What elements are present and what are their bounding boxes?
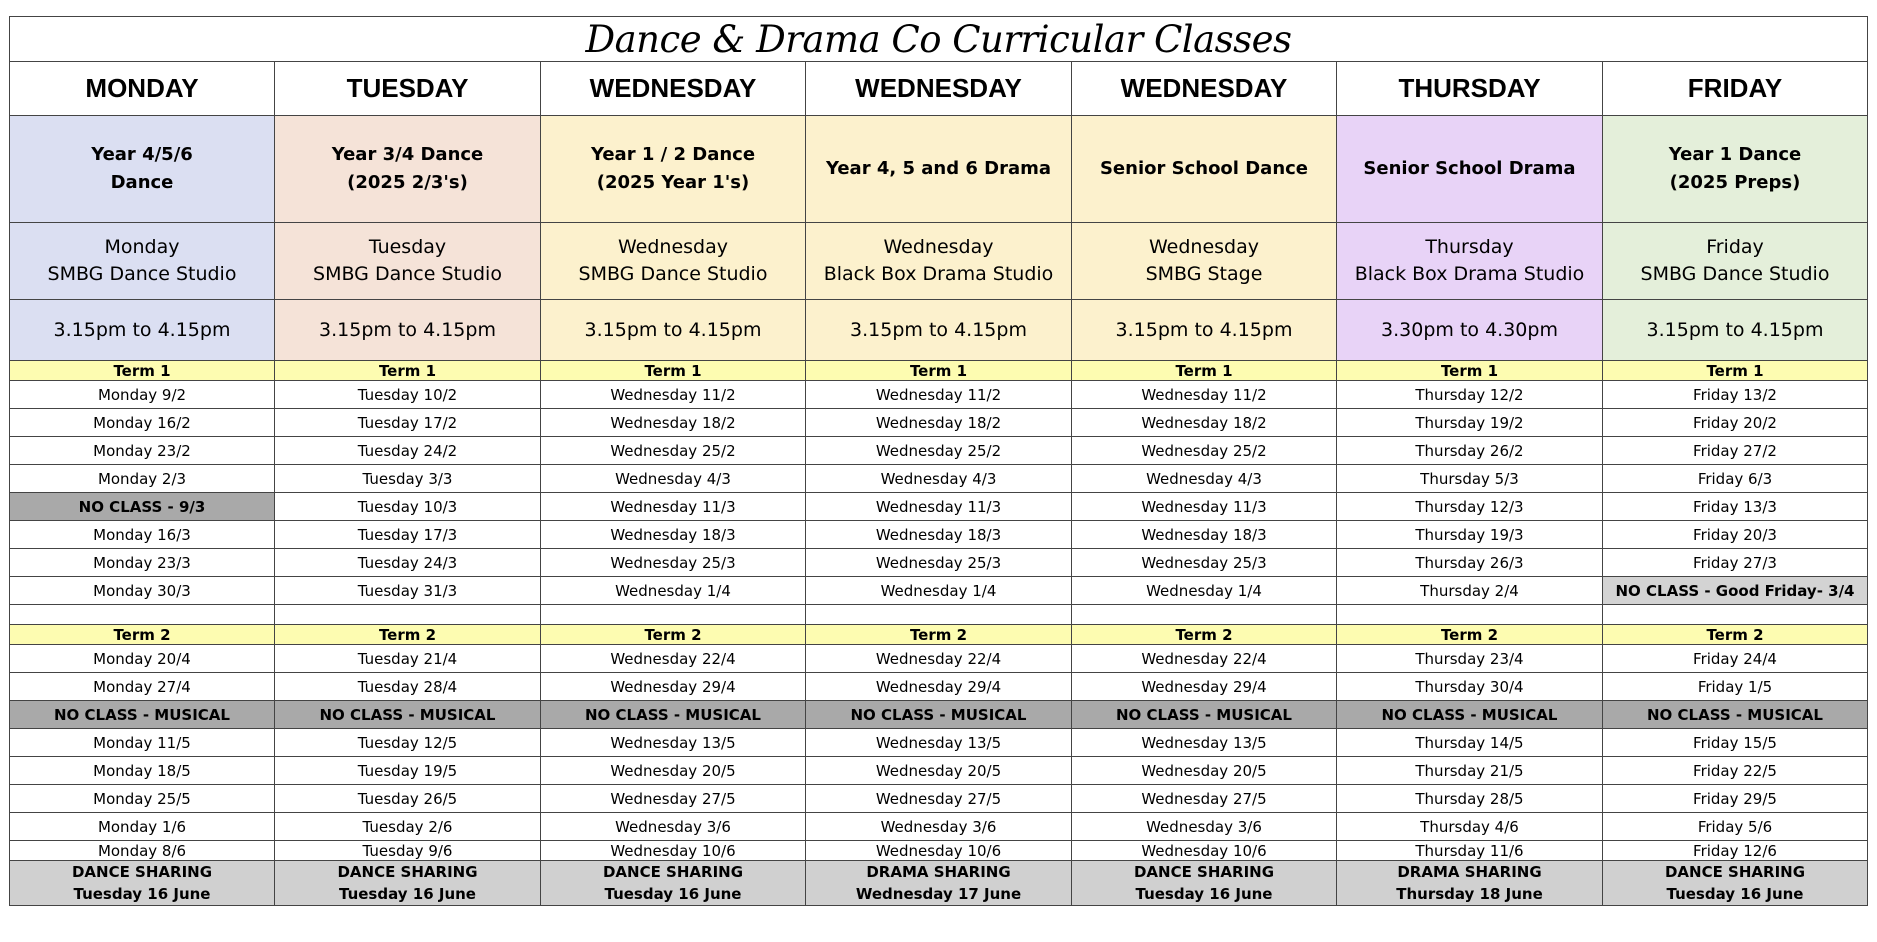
no-class-cell: NO CLASS - MUSICAL <box>10 701 275 729</box>
date-cell: Wednesday 20/5 <box>806 757 1072 785</box>
time-cell: 3.15pm to 4.15pm <box>1603 300 1868 361</box>
date-cell: Wednesday 1/4 <box>541 577 806 605</box>
date-cell: Monday 18/5 <box>10 757 275 785</box>
sharing-cell <box>275 861 541 906</box>
date-cell: Wednesday 4/3 <box>1072 465 1337 493</box>
date-cell: Friday 6/3 <box>1603 465 1868 493</box>
date-cell: Wednesday 25/3 <box>806 549 1072 577</box>
date-cell: Wednesday 3/6 <box>541 813 806 841</box>
date-cell: Wednesday 29/4 <box>806 673 1072 701</box>
date-cell: Tuesday 10/3 <box>275 493 541 521</box>
sharing-line: Tuesday 16 June <box>1666 885 1804 903</box>
date-cell: Tuesday 19/5 <box>275 757 541 785</box>
location-line: SMBG Dance Studio <box>313 263 502 285</box>
date-cell: Friday 13/2 <box>1603 381 1868 409</box>
term-label: Term 2 <box>275 625 541 645</box>
day-header: TUESDAY <box>275 62 541 116</box>
date-cell: Wednesday 10/6 <box>806 841 1072 861</box>
date-row <box>10 841 1868 861</box>
date-cell: Monday 27/4 <box>10 673 275 701</box>
day-header: THURSDAY <box>1337 62 1603 116</box>
spacer-cell <box>275 605 541 625</box>
date-cell: Thursday 19/3 <box>1337 521 1603 549</box>
location-line: SMBG Dance Studio <box>578 263 768 285</box>
date-cell: Thursday 26/2 <box>1337 437 1603 465</box>
date-cell: Thursday 2/4 <box>1337 577 1603 605</box>
day-header: WEDNESDAY <box>1072 62 1337 116</box>
sharing-line: Tuesday 16 June <box>339 885 476 903</box>
date-cell: Tuesday 28/4 <box>275 673 541 701</box>
term-label: Term 1 <box>806 361 1072 381</box>
date-cell: Monday 8/6 <box>10 841 275 861</box>
no-class-cell: NO CLASS - MUSICAL <box>275 701 541 729</box>
term-label: Term 1 <box>275 361 541 381</box>
date-cell: Wednesday 13/5 <box>806 729 1072 757</box>
date-cell: Wednesday 11/3 <box>1072 493 1337 521</box>
class-name-cell <box>275 116 541 223</box>
date-cell: Thursday 28/5 <box>1337 785 1603 813</box>
date-cell: Wednesday 10/6 <box>541 841 806 861</box>
date-cell: Monday 11/5 <box>10 729 275 757</box>
date-cell: Wednesday 3/6 <box>1072 813 1337 841</box>
spacer-cell <box>1072 605 1337 625</box>
location-line: Thursday <box>1425 236 1514 258</box>
date-cell: Wednesday 25/2 <box>1072 437 1337 465</box>
term-label: Term 1 <box>1072 361 1337 381</box>
time-cell: 3.15pm to 4.15pm <box>275 300 541 361</box>
date-row <box>10 521 1868 549</box>
sharing-line: Thursday 18 June <box>1396 885 1543 903</box>
date-cell: Tuesday 21/4 <box>275 645 541 673</box>
date-cell: Wednesday 13/5 <box>541 729 806 757</box>
location-line: Monday <box>104 236 180 258</box>
sharing-cell <box>1603 861 1868 906</box>
term-label: Term 1 <box>1603 361 1868 381</box>
sharing-line: DANCE SHARING <box>602 863 744 881</box>
class-name-line: (2025 2/3's) <box>347 172 468 193</box>
date-cell: Friday 12/6 <box>1603 841 1868 861</box>
date-cell: Thursday 4/6 <box>1337 813 1603 841</box>
sharing-row <box>10 861 1868 906</box>
no-class-cell: NO CLASS - 9/3 <box>10 493 275 521</box>
date-cell: Monday 30/3 <box>10 577 275 605</box>
date-cell: Wednesday 18/3 <box>1072 521 1337 549</box>
spacer-cell <box>1337 605 1603 625</box>
location-cell <box>1337 223 1603 300</box>
class-name-cell <box>1603 116 1868 223</box>
date-cell: Wednesday 11/2 <box>806 381 1072 409</box>
date-row <box>10 381 1868 409</box>
location-line: Friday <box>1706 236 1764 258</box>
date-cell: Friday 24/4 <box>1603 645 1868 673</box>
term-label: Term 2 <box>1337 625 1603 645</box>
date-cell: Tuesday 17/3 <box>275 521 541 549</box>
date-cell: Tuesday 24/2 <box>275 437 541 465</box>
date-cell: Wednesday 29/4 <box>1072 673 1337 701</box>
date-cell: Wednesday 25/2 <box>806 437 1072 465</box>
class-name-line: Year 4, 5 and 6 Drama <box>825 158 1052 179</box>
class-name-line: Year 1 Dance <box>1668 144 1802 165</box>
class-name-line: Year 1 / 2 Dance <box>590 144 756 165</box>
term-label: Term 2 <box>806 625 1072 645</box>
sharing-cell <box>10 861 275 906</box>
sharing-line: Tuesday 16 June <box>73 885 211 903</box>
date-cell: Wednesday 13/5 <box>1072 729 1337 757</box>
term-label: Term 2 <box>541 625 806 645</box>
class-name-line: Year 3/4 Dance <box>331 144 484 165</box>
location-cell <box>541 223 806 300</box>
location-line: SMBG Dance Studio <box>1640 263 1830 285</box>
location-line: Black Box Drama Studio <box>1354 263 1585 285</box>
date-cell: Friday 5/6 <box>1603 813 1868 841</box>
date-cell: Friday 22/5 <box>1603 757 1868 785</box>
day-header: FRIDAY <box>1603 62 1868 116</box>
location-line: Wednesday <box>617 236 728 258</box>
sharing-line: DRAMA SHARING <box>866 863 1011 881</box>
date-cell: Monday 9/2 <box>10 381 275 409</box>
date-cell: Tuesday 12/5 <box>275 729 541 757</box>
schedule-table <box>9 16 1868 906</box>
date-cell: Thursday 30/4 <box>1337 673 1603 701</box>
date-cell: Thursday 21/5 <box>1337 757 1603 785</box>
date-cell: Thursday 19/2 <box>1337 409 1603 437</box>
term-label: Term 1 <box>1337 361 1603 381</box>
date-cell: Friday 20/2 <box>1603 409 1868 437</box>
date-cell: Wednesday 27/5 <box>806 785 1072 813</box>
location-cell <box>1072 223 1337 300</box>
date-cell: Monday 1/6 <box>10 813 275 841</box>
sharing-line: DANCE SHARING <box>71 863 213 881</box>
date-cell: Tuesday 9/6 <box>275 841 541 861</box>
date-row <box>10 757 1868 785</box>
time-cell: 3.15pm to 4.15pm <box>1072 300 1337 361</box>
sharing-line: Tuesday 16 June <box>1135 885 1273 903</box>
location-cell <box>10 223 275 300</box>
date-row <box>10 813 1868 841</box>
date-cell: Monday 16/2 <box>10 409 275 437</box>
date-cell: Wednesday 1/4 <box>1072 577 1337 605</box>
day-header: WEDNESDAY <box>541 62 806 116</box>
class-name-line: (2025 Year 1's) <box>596 172 750 193</box>
date-cell: Friday 29/5 <box>1603 785 1868 813</box>
no-class-cell: NO CLASS - MUSICAL <box>1337 701 1603 729</box>
day-header: WEDNESDAY <box>806 62 1072 116</box>
class-name-line: Senior School Drama <box>1363 158 1576 179</box>
date-cell: Tuesday 17/2 <box>275 409 541 437</box>
no-class-cell: NO CLASS - MUSICAL <box>541 701 806 729</box>
sharing-line: DANCE SHARING <box>1664 863 1806 881</box>
location-cell <box>806 223 1072 300</box>
location-cell <box>275 223 541 300</box>
class-name-line: (2025 Preps) <box>1669 172 1801 193</box>
date-cell: Wednesday 18/3 <box>541 521 806 549</box>
term-row <box>10 625 1868 645</box>
spacer-cell <box>806 605 1072 625</box>
title-row <box>10 17 1868 62</box>
class-name-cell <box>1072 116 1337 223</box>
class-name-cell <box>10 116 275 223</box>
class-name-cell <box>1337 116 1603 223</box>
class-name-row <box>10 116 1868 223</box>
no-class-cell: NO CLASS - MUSICAL <box>1603 701 1868 729</box>
date-cell: Thursday 23/4 <box>1337 645 1603 673</box>
class-name-cell <box>541 116 806 223</box>
date-row <box>10 729 1868 757</box>
date-cell: Monday 2/3 <box>10 465 275 493</box>
no-class-cell: NO CLASS - MUSICAL <box>806 701 1072 729</box>
date-cell: Wednesday 25/3 <box>541 549 806 577</box>
date-cell: Wednesday 18/2 <box>541 409 806 437</box>
date-cell: Wednesday 11/2 <box>1072 381 1337 409</box>
term-label: Term 1 <box>541 361 806 381</box>
page-title: Dance & Drama Co Curricular Classes <box>10 17 1868 62</box>
location-line: SMBG Stage <box>1145 263 1263 285</box>
date-cell: Thursday 11/6 <box>1337 841 1603 861</box>
sharing-line: DANCE SHARING <box>1133 863 1275 881</box>
date-cell: Wednesday 18/2 <box>806 409 1072 437</box>
time-cell: 3.15pm to 4.15pm <box>10 300 275 361</box>
no-class-cell: NO CLASS - Good Friday- 3/4 <box>1603 577 1868 605</box>
sharing-cell <box>541 861 806 906</box>
spacer-cell <box>1603 605 1868 625</box>
date-cell: Wednesday 11/3 <box>806 493 1072 521</box>
term-row <box>10 361 1868 381</box>
class-name-line: Year 4/5/6 <box>91 144 193 165</box>
class-name-cell <box>806 116 1072 223</box>
date-cell: Thursday 12/2 <box>1337 381 1603 409</box>
date-row <box>10 645 1868 673</box>
date-cell: Wednesday 25/3 <box>1072 549 1337 577</box>
date-cell: Wednesday 11/2 <box>541 381 806 409</box>
date-cell: Thursday 26/3 <box>1337 549 1603 577</box>
location-line: Wednesday <box>1148 236 1259 258</box>
date-cell: Friday 1/5 <box>1603 673 1868 701</box>
date-cell: Monday 23/2 <box>10 437 275 465</box>
spacer-cell <box>541 605 806 625</box>
sharing-cell <box>1072 861 1337 906</box>
date-cell: Wednesday 10/6 <box>1072 841 1337 861</box>
date-cell: Thursday 14/5 <box>1337 729 1603 757</box>
date-cell: Tuesday 24/3 <box>275 549 541 577</box>
date-row <box>10 465 1868 493</box>
date-cell: Wednesday 29/4 <box>541 673 806 701</box>
date-cell: Wednesday 3/6 <box>806 813 1072 841</box>
date-cell: Friday 20/3 <box>1603 521 1868 549</box>
date-cell: Friday 27/3 <box>1603 549 1868 577</box>
day-header: MONDAY <box>10 62 275 116</box>
date-row <box>10 785 1868 813</box>
time-row <box>10 300 1868 361</box>
date-cell: Friday 15/5 <box>1603 729 1868 757</box>
date-cell: Tuesday 26/5 <box>275 785 541 813</box>
date-cell: Tuesday 3/3 <box>275 465 541 493</box>
no-class-row <box>10 701 1868 729</box>
date-cell: Wednesday 22/4 <box>806 645 1072 673</box>
date-cell: Friday 27/2 <box>1603 437 1868 465</box>
date-cell: Wednesday 27/5 <box>541 785 806 813</box>
sharing-cell <box>1337 861 1603 906</box>
location-line: Black Box Drama Studio <box>823 263 1054 285</box>
term-label: Term 2 <box>10 625 275 645</box>
class-name-line: Senior School Dance <box>1099 158 1309 179</box>
schedule-body <box>10 17 1868 906</box>
date-cell: Wednesday 4/3 <box>806 465 1072 493</box>
date-row <box>10 409 1868 437</box>
date-cell: Monday 16/3 <box>10 521 275 549</box>
term-label: Term 2 <box>1603 625 1868 645</box>
time-cell: 3.15pm to 4.15pm <box>806 300 1072 361</box>
spacer-row <box>10 605 1868 625</box>
term-label: Term 2 <box>1072 625 1337 645</box>
date-row <box>10 437 1868 465</box>
location-cell <box>1603 223 1868 300</box>
date-cell: Wednesday 11/3 <box>541 493 806 521</box>
date-cell: Monday 23/3 <box>10 549 275 577</box>
class-name-line: Dance <box>110 172 174 193</box>
time-cell: 3.30pm to 4.30pm <box>1337 300 1603 361</box>
term-label: Term 1 <box>10 361 275 381</box>
no-class-cell: NO CLASS - MUSICAL <box>1072 701 1337 729</box>
date-cell: Tuesday 31/3 <box>275 577 541 605</box>
location-line: Tuesday <box>368 236 447 258</box>
sharing-line: DRAMA SHARING <box>1397 863 1542 881</box>
date-cell: Wednesday 4/3 <box>541 465 806 493</box>
date-cell: Monday 25/5 <box>10 785 275 813</box>
date-cell: Wednesday 22/4 <box>1072 645 1337 673</box>
date-cell: Wednesday 18/2 <box>1072 409 1337 437</box>
date-cell: Wednesday 27/5 <box>1072 785 1337 813</box>
date-cell: Thursday 5/3 <box>1337 465 1603 493</box>
date-row <box>10 577 1868 605</box>
time-cell: 3.15pm to 4.15pm <box>541 300 806 361</box>
day-header-row <box>10 62 1868 116</box>
sharing-line: Wednesday 17 June <box>855 885 1022 903</box>
date-cell: Wednesday 22/4 <box>541 645 806 673</box>
date-cell: Tuesday 10/2 <box>275 381 541 409</box>
date-cell: Thursday 12/3 <box>1337 493 1603 521</box>
date-row <box>10 673 1868 701</box>
date-cell: Wednesday 18/3 <box>806 521 1072 549</box>
date-row <box>10 493 1868 521</box>
date-cell: Wednesday 25/2 <box>541 437 806 465</box>
spacer-cell <box>10 605 275 625</box>
date-cell: Wednesday 20/5 <box>541 757 806 785</box>
date-row <box>10 549 1868 577</box>
sharing-line: DANCE SHARING <box>337 863 478 881</box>
date-cell: Tuesday 2/6 <box>275 813 541 841</box>
location-line: Wednesday <box>883 236 994 258</box>
date-cell: Wednesday 1/4 <box>806 577 1072 605</box>
date-cell: Monday 20/4 <box>10 645 275 673</box>
sharing-cell <box>806 861 1072 906</box>
date-cell: Friday 13/3 <box>1603 493 1868 521</box>
date-cell: Wednesday 20/5 <box>1072 757 1337 785</box>
location-row <box>10 223 1868 300</box>
sharing-line: Tuesday 16 June <box>604 885 742 903</box>
location-line: SMBG Dance Studio <box>47 263 237 285</box>
